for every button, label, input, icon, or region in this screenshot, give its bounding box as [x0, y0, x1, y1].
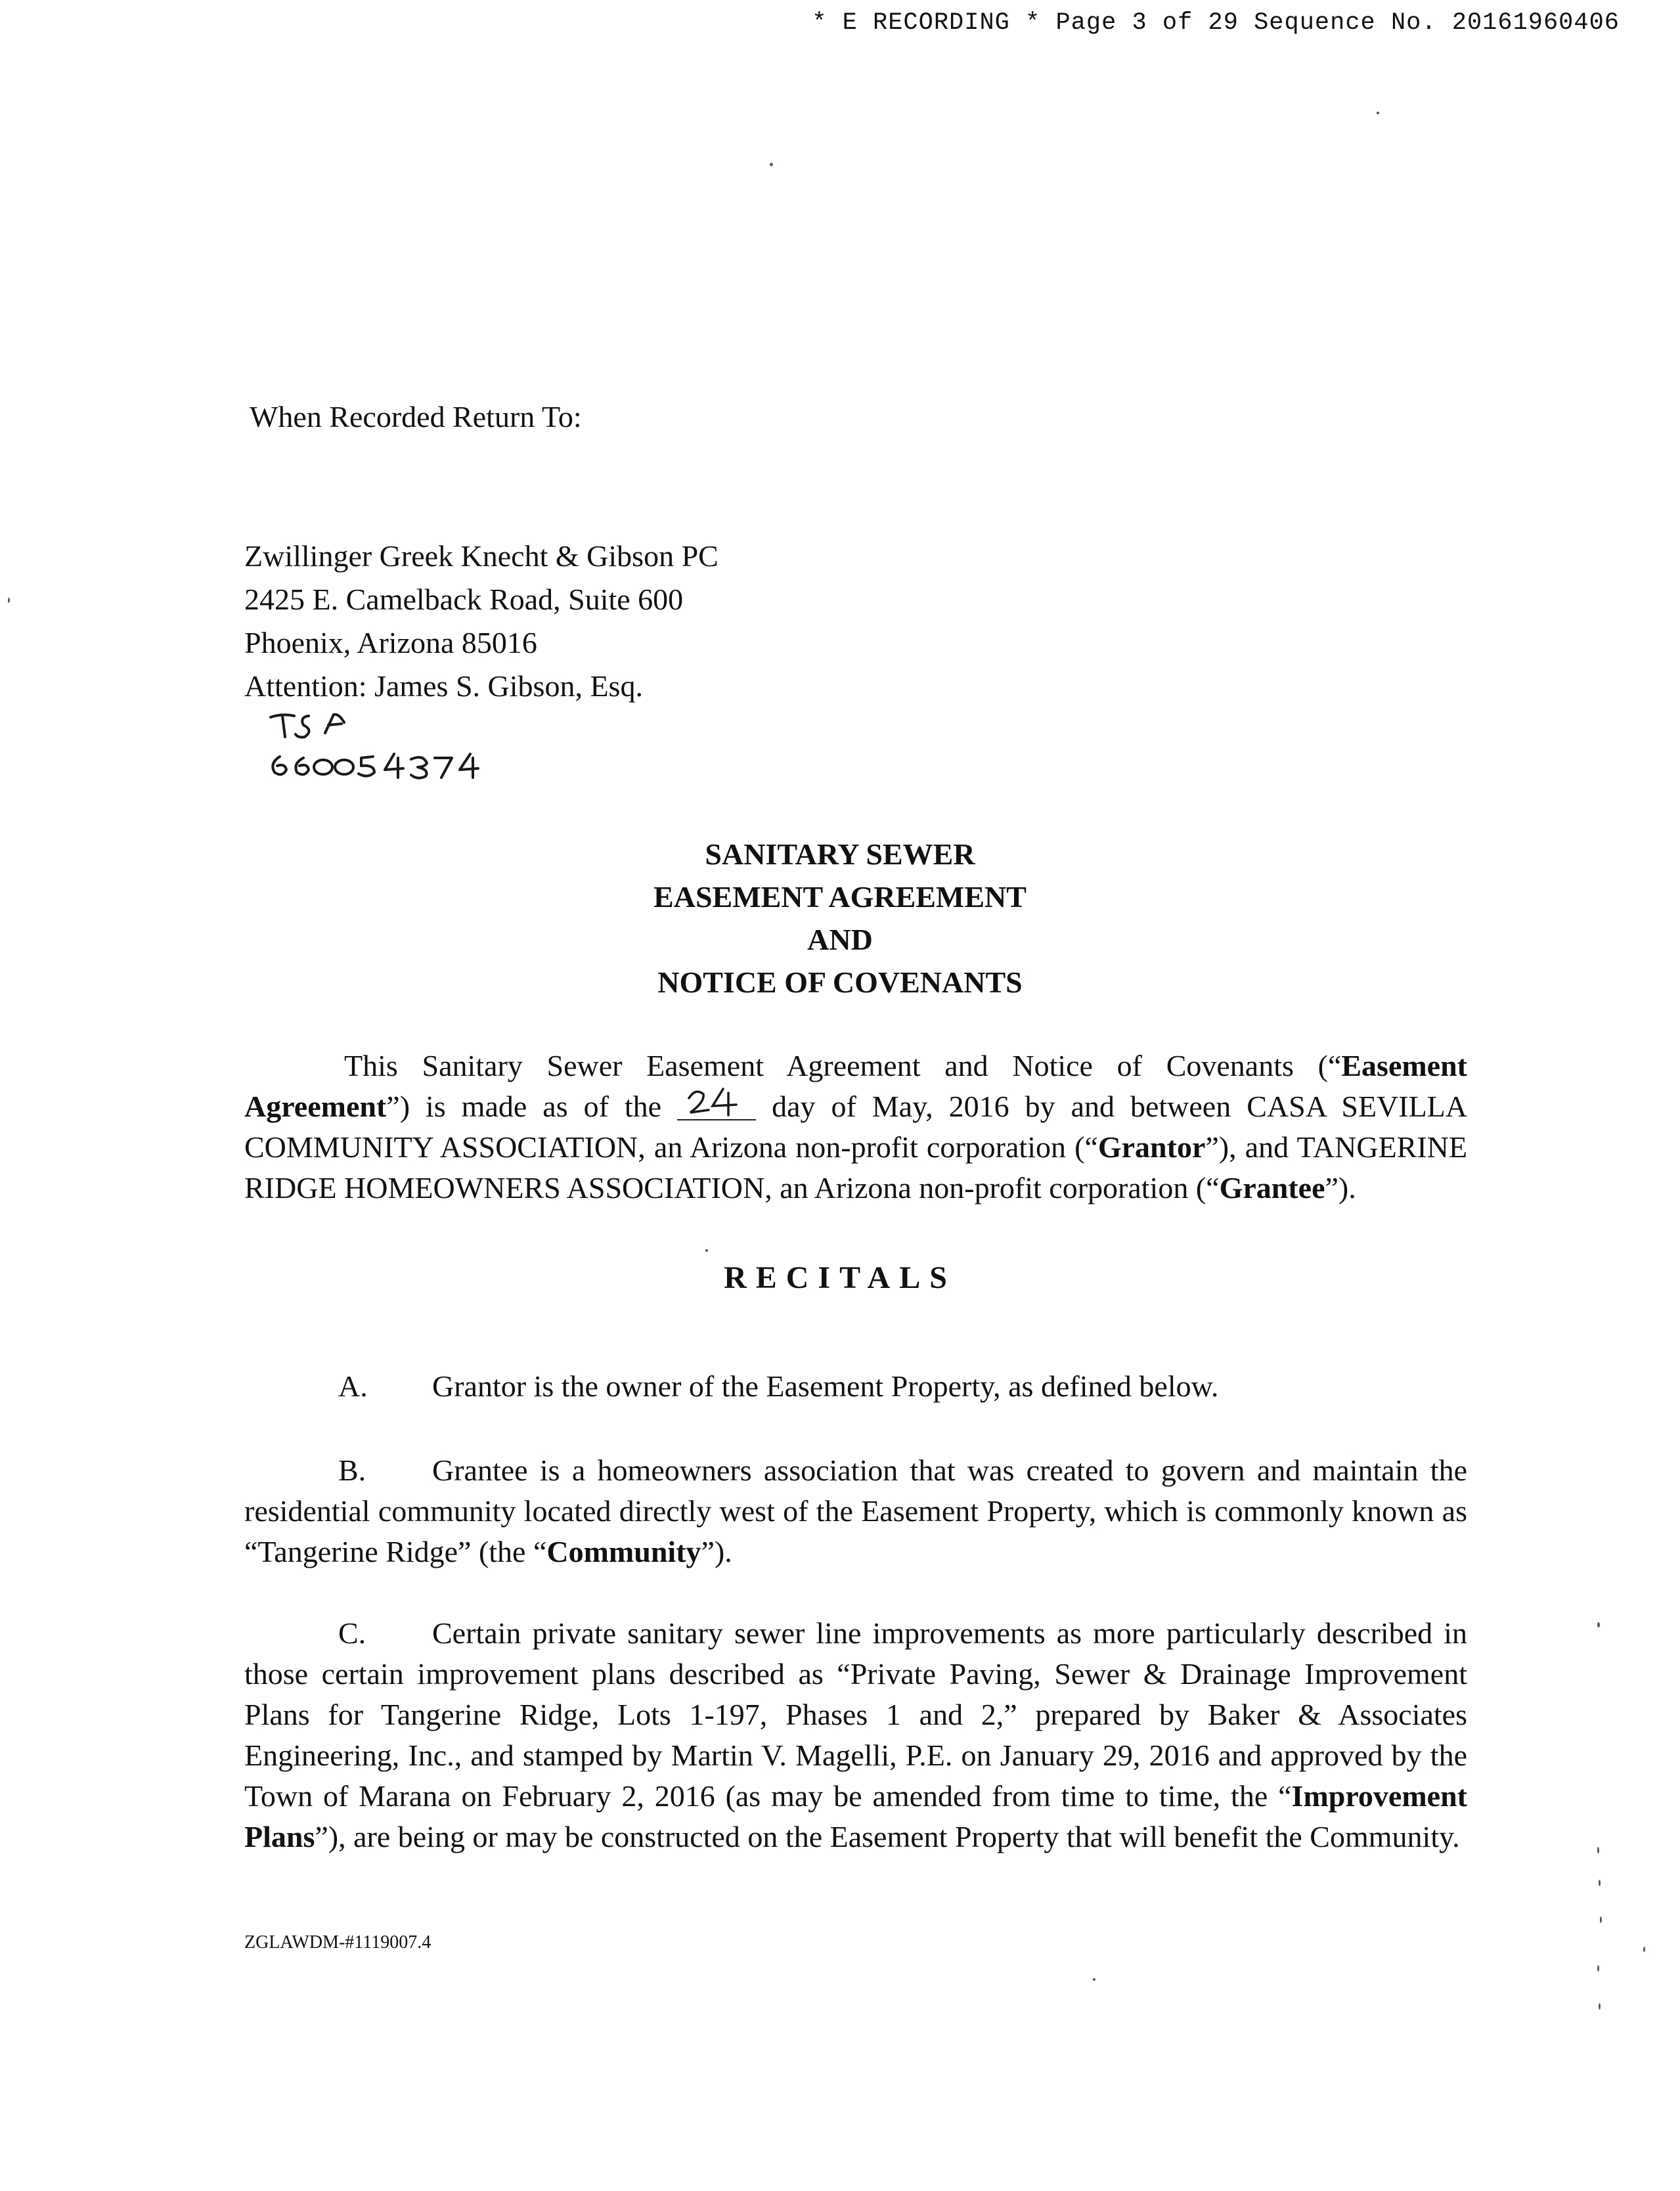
address-line-firm: Zwillinger Greek Knecht & Gibson PC — [244, 539, 718, 573]
recital-c-text-2: ”), are being or may be constructed on the Easement Property that will benefit the Community. — [315, 1820, 1460, 1853]
document-title — [0, 833, 1680, 1004]
scan-speck — [1643, 1947, 1645, 1952]
intro-text-5: ”). — [1325, 1171, 1356, 1205]
defined-term-grantor: Grantor — [1097, 1130, 1206, 1164]
recital-b-text-2: ”). — [701, 1535, 732, 1568]
handwritten-day-value — [682, 1084, 748, 1118]
recitals-heading: RECITALS — [724, 1260, 956, 1295]
scan-speck — [1600, 1916, 1602, 1923]
intro-text-4: ”), and TANGERINE RIDGE HOMEOWNERS ASSOCIATION, an Arizona non-profit corporation (“ — [244, 1130, 1467, 1205]
scan-speck — [1599, 2003, 1601, 2010]
intro-paragraph — [244, 1046, 1467, 1208]
scan-speck — [1597, 1847, 1599, 1853]
scan-speck — [1597, 1965, 1599, 1972]
scan-speck — [1599, 1880, 1601, 1886]
defined-term-easement-agreement: Easement Agreement — [244, 1049, 1467, 1123]
recital-a — [338, 1369, 1218, 1404]
title-line-3: AND — [807, 923, 873, 956]
recital-c — [244, 1613, 1467, 1857]
defined-term-community: Community — [546, 1535, 701, 1568]
recital-b-text-1: Grantee is a homeowners association that was created to govern and maintain the residential community located directly west of the Easement Property, which is commonly known as “Tangerine Ridge” (the “ — [244, 1453, 1467, 1568]
return-address-block — [244, 535, 718, 708]
address-line-street: 2425 E. Camelback Road, Suite 600 — [244, 583, 684, 616]
handwritten-day-field — [677, 1093, 756, 1120]
scan-speck — [1093, 1978, 1095, 1981]
recital-c-label: C. — [338, 1616, 366, 1650]
defined-term-improvement-plans: Improvement Plans — [244, 1779, 1467, 1853]
return-to-label: When Recorded Return To: — [250, 400, 582, 433]
title-line-2: EASEMENT AGREEMENT — [653, 880, 1027, 914]
recital-b-label: B. — [338, 1453, 366, 1487]
recital-a-text: Grantor is the owner of the Easement Property, as defined below. — [432, 1369, 1219, 1403]
recital-a-label: A. — [338, 1369, 368, 1403]
recording-header: * E RECORDING * Page 3 of 29 Sequence No. 20161960406 — [812, 9, 1620, 37]
intro-text-3: day of May, 2016 by and between CASA SEVILLA COMMUNITY ASSOCIATION, an Arizona non-profit corporation (“ — [244, 1090, 1467, 1164]
recital-b — [244, 1450, 1467, 1572]
title-line-1: SANITARY SEWER — [705, 837, 975, 871]
title-line-4: NOTICE OF COVENANTS — [657, 965, 1023, 999]
intro-text-1: This Sanitary Sewer Easement Agreement and Notice of Covenants (“ — [344, 1049, 1342, 1082]
scan-speck — [770, 163, 773, 166]
defined-term-grantee: Grantee — [1219, 1171, 1325, 1205]
scan-speck — [1597, 1622, 1600, 1627]
handwritten-annotation — [263, 704, 539, 793]
intro-text-2: ”) is made as of the — [386, 1090, 678, 1123]
scan-speck — [1377, 112, 1379, 114]
address-line-city: Phoenix, Arizona 85016 — [244, 626, 537, 659]
scan-speck — [705, 1249, 708, 1252]
document-id-footer: ZGLAWDM-#1119007.4 — [244, 1932, 431, 1953]
recital-c-text-1: Certain private sanitary sewer line improvements as more particularly described in those certain improvement plans described as “Private Paving, Sewer & Drainage Improvement Plans for Tangerine Ridge, Lots 1-197, Phases 1 and 2,” prepared by Baker & Associates Engineering, Inc., and stamped by Martin V. Magelli, P.E. on January 29, 2016 and approved by the Town of Marana on February 2, 2016 (as may be amended from time to time, the “ — [244, 1616, 1467, 1813]
handwritten-reference-number — [263, 704, 539, 789]
scan-speck — [8, 598, 10, 603]
address-line-attention: Attention: James S. Gibson, Esq. — [244, 669, 643, 703]
